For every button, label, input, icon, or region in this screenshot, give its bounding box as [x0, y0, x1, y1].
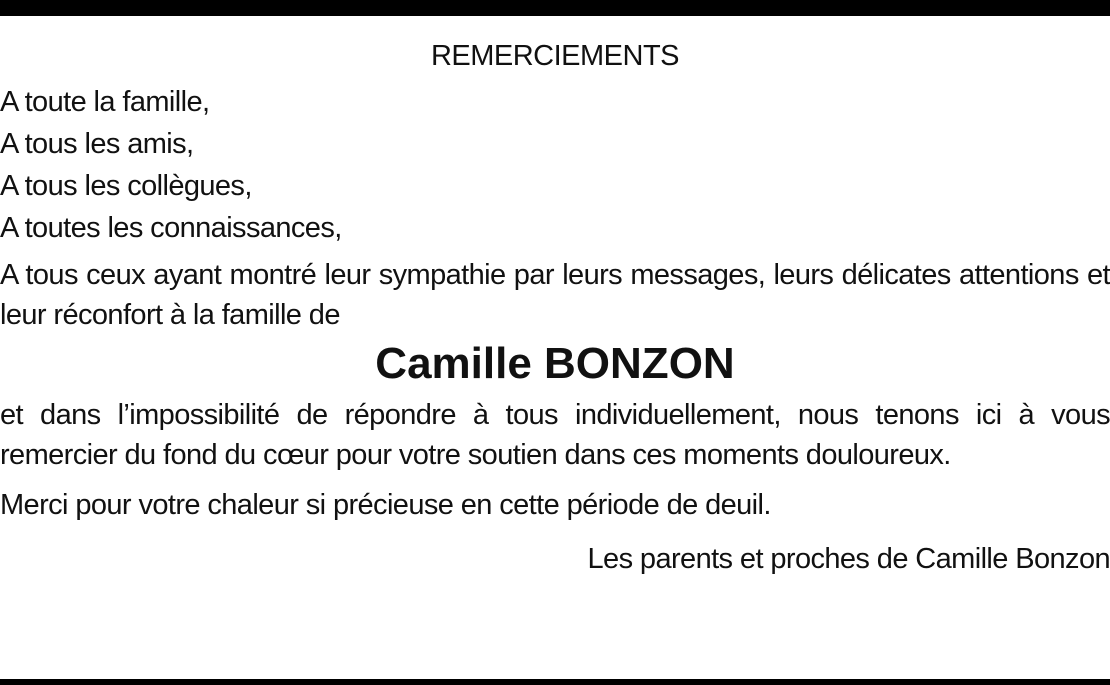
top-border-rule: [0, 0, 1110, 16]
notice-heading: REMERCIEMENTS: [430, 40, 680, 72]
thank-you-notice: [0, 34, 1110, 579]
signature: Les parents et proches de Camille Bonzon: [587, 543, 1110, 575]
closing-paragraph: Merci pour votre chaleur si précieuse en cette période de deuil.: [0, 489, 771, 521]
addressee-line: A toutes les connaissances,: [0, 212, 342, 244]
addressee-line: A tous les amis,: [0, 128, 194, 160]
thanks-paragraph: et dans l’impossibilité de répondre à tous individuellement, nous tenons ici à vous remercier du fond du cœur pour votre soutien dans ces moments douloureux.: [0, 399, 1110, 471]
addressee-list: [0, 81, 1110, 249]
addressee-line: A toute la famille,: [0, 86, 210, 118]
bottom-border-rule: [0, 679, 1110, 685]
deceased-name: Camille BONZON: [375, 339, 735, 388]
intro-paragraph: A tous ceux ayant montré leur sympathie par leurs messages, leurs délicates attentions et leur réconfort à la famille de: [0, 259, 1110, 331]
addressee-line: A tous les collègues,: [0, 170, 252, 202]
